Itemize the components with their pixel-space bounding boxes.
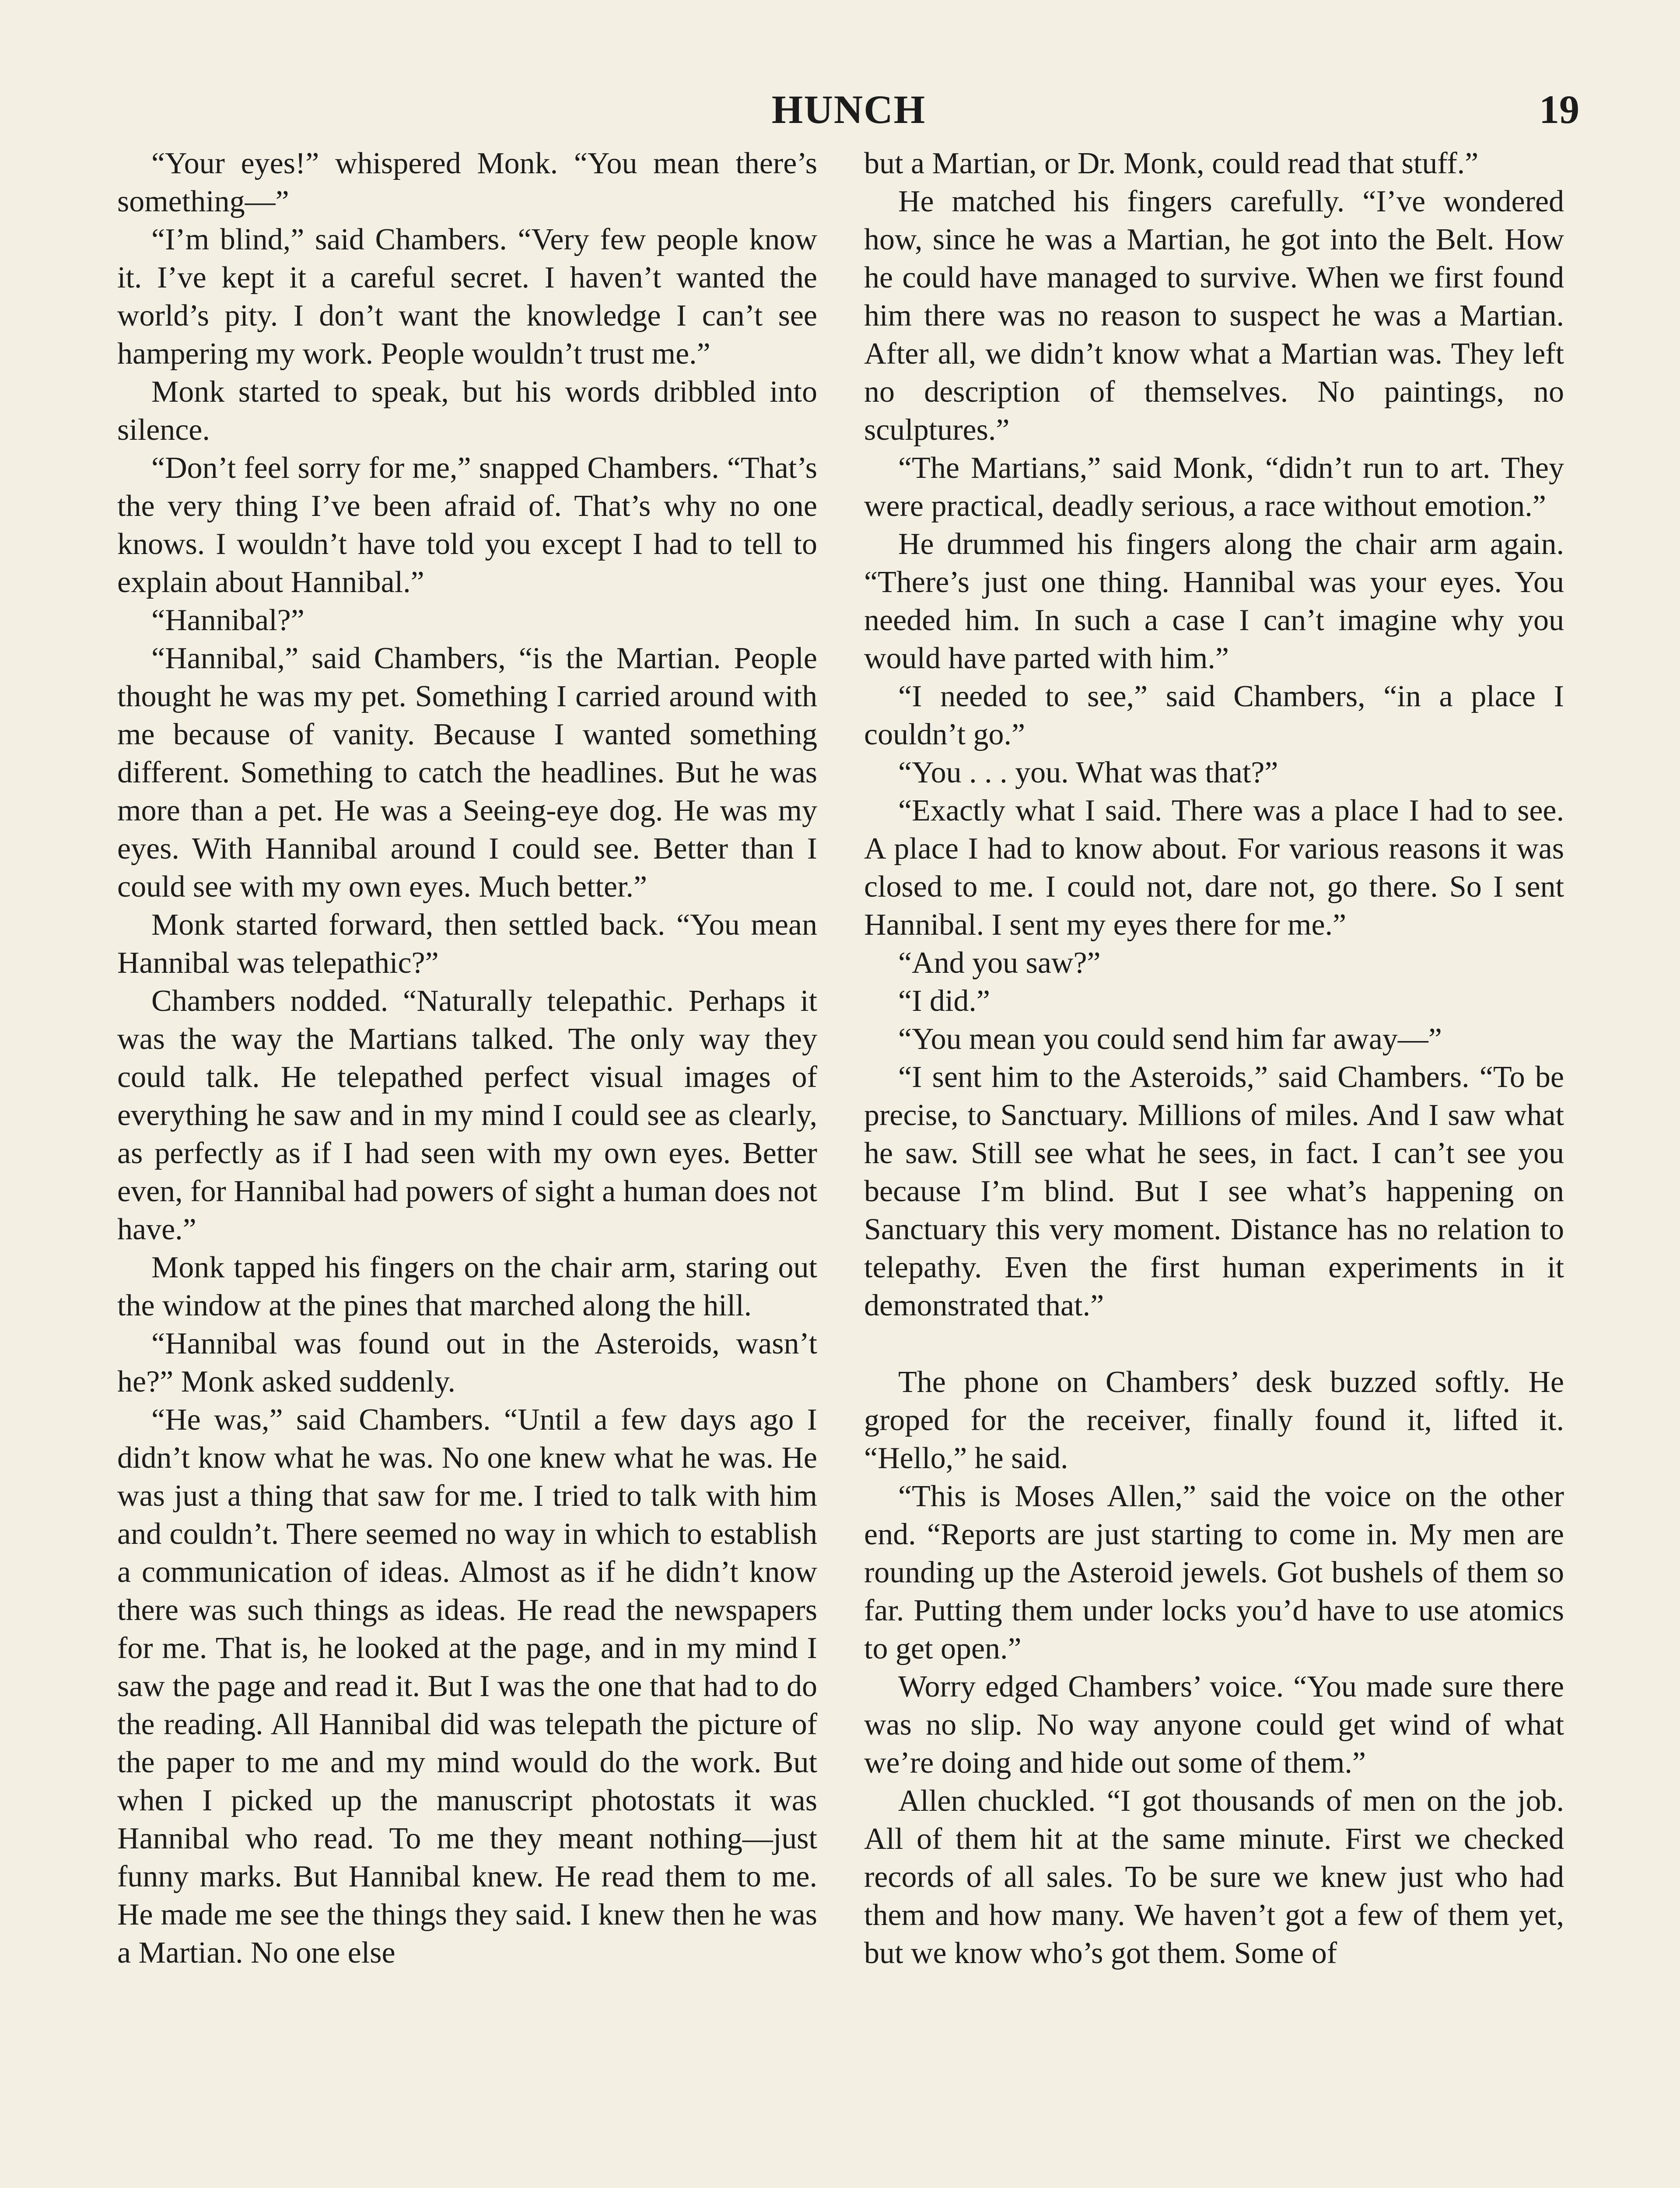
paragraph: “Hannibal was found out in the Asteroids, wasn’t he?” Monk asked suddenly. xyxy=(117,1327,817,1399)
paragraph: Monk started to speak, but his words dribbled into silence. xyxy=(117,375,817,447)
paragraph: “I sent him to the Asteroids,” said Chambers. “To be precise, to Sanctuary. Millions of miles. And I saw what he saw. Still see what he sees, in fact. I can’t see you because I’m blind. But I see what’s happening on Sanctuary this very moment. Distance has no relation to telepathy. Even the first human experiments in it demonstrated that.” xyxy=(864,1060,1564,1322)
paragraph: “Hannibal?” xyxy=(151,603,304,637)
paragraph: Worry edged Chambers’ voice. “You made sure there was no slip. No way anyone could get wind of what we’re doing and hide out some of them.” xyxy=(864,1670,1564,1780)
section-break xyxy=(864,1325,1564,1363)
paragraph: “He was,” said Chambers. “Until a few days ago I didn’t know what he was. No one knew what he was. He was just a thing that saw for me. I tried to talk with him and couldn’t. There seemed no way in which to establish a communication of ideas. Almost as if he didn’t know there was such things as ideas. He read the newspapers for me. That is, he looked at the page, and in my mind I saw the page and read it. But I was the one that had to do the reading. All Hannibal did was telepath the picture of the paper to me and my mind would do the work. But when I picked up the manuscript photostats it was Hannibal who read. To me they meant nothing—just funny marks. But Hannibal knew. He read them to me. He made me see the things they said. I knew then he was a Martian. No one else xyxy=(117,1403,817,1970)
paragraph: Allen chuckled. “I got thousands of men on the job. All of them hit at the same minute. First we checked records of all sales. To be sure we knew just who had them and how many. We haven’t got a few of them yet, but we know who’s got them. Some of xyxy=(864,1784,1564,1970)
paragraph: “This is Moses Allen,” said the voice on the other end. “Reports are just starting to come in. My men are rounding up the Asteroid jewels. Got bushels of them so far. Putting them under locks you’d have to use atomics to get open.” xyxy=(864,1480,1564,1666)
paragraph: “Don’t feel sorry for me,” snapped Chambers. “That’s the very thing I’ve been afraid of. That’s why no one knows. I wouldn’t have told you except I had to tell to explain about Hannibal.” xyxy=(117,451,817,599)
running-title: HUNCH xyxy=(771,87,926,132)
paragraph: Chambers nodded. “Naturally telepathic. Perhaps it was the way the Martians talked. The only way they could talk. He telepathed perfect visual images of everything he saw and in my mind I could see as clearly, as perfectly as if I had seen with my own eyes. Better even, for Hannibal had powers of sight a human does not have.” xyxy=(117,984,817,1246)
paragraph: “I did.” xyxy=(898,984,990,1018)
paragraph: “Hannibal,” said Chambers, “is the Martian. People thought he was my pet. Something I carried around with me because of vanity. Because I wanted something different. Something to catch the headlines. But he was more than a pet. He was a Seeing-eye dog. He was my eyes. With Hannibal around I could see. Better than I could see with my own eyes. Much better.” xyxy=(117,642,817,904)
paragraph: He matched his fingers carefully. “I’ve wondered how, since he was a Martian, he got into the Belt. How he could have managed to survive. When we first found him there was no reason to suspect he was a Martian. After all, we didn’t know what a Martian was. They left no description of themselves. No paintings, no sculptures.” xyxy=(864,185,1564,447)
page-number: 19 xyxy=(1539,87,1579,132)
paragraph: “You mean you could send him far away—” xyxy=(898,1022,1442,1056)
paragraph: The phone on Chambers’ desk buzzed softly. He groped for the receiver, finally found it, lifted it. “Hello,” he said. xyxy=(864,1365,1564,1475)
paragraph: “The Martians,” said Monk, “didn’t run to art. They were practical, deadly serious, a race without emotion.” xyxy=(864,451,1564,523)
right-column xyxy=(864,144,1564,1972)
page-header xyxy=(118,81,1579,138)
paragraph: “And you saw?” xyxy=(898,946,1101,980)
paragraph: “I needed to see,” said Chambers, “in a place I couldn’t go.” xyxy=(864,680,1564,751)
paragraph: “Exactly what I said. There was a place I had to see. A place I had to know about. For various reasons it was closed to me. I could not, dare not, go there. So I sent Hannibal. I sent my eyes there for me.” xyxy=(864,794,1564,942)
left-column xyxy=(117,144,817,1972)
paragraph: Monk started forward, then settled back. “You mean Hannibal was telepathic?” xyxy=(117,908,817,980)
paragraph: He drummed his fingers along the chair arm again. “There’s just one thing. Hannibal was your eyes. You needed him. In such a case I can’t imagine why you would have parted with him.” xyxy=(864,527,1564,675)
paragraph: “You . . . you. What was that?” xyxy=(898,756,1278,789)
paragraph: “I’m blind,” said Chambers. “Very few people know it. I’ve kept it a careful secret. I haven’t wanted the world’s pity. I don’t want the knowledge I can’t see hampering my work. People wouldn’t trust me.” xyxy=(117,223,817,371)
paragraph: “Your eyes!” whispered Monk. “You mean there’s something—” xyxy=(117,147,817,218)
paragraph: but a Martian, or Dr. Monk, could read that stuff.” xyxy=(864,147,1479,180)
paragraph: Monk tapped his fingers on the chair arm, staring out the window at the pines that marched along the hill. xyxy=(117,1251,817,1322)
